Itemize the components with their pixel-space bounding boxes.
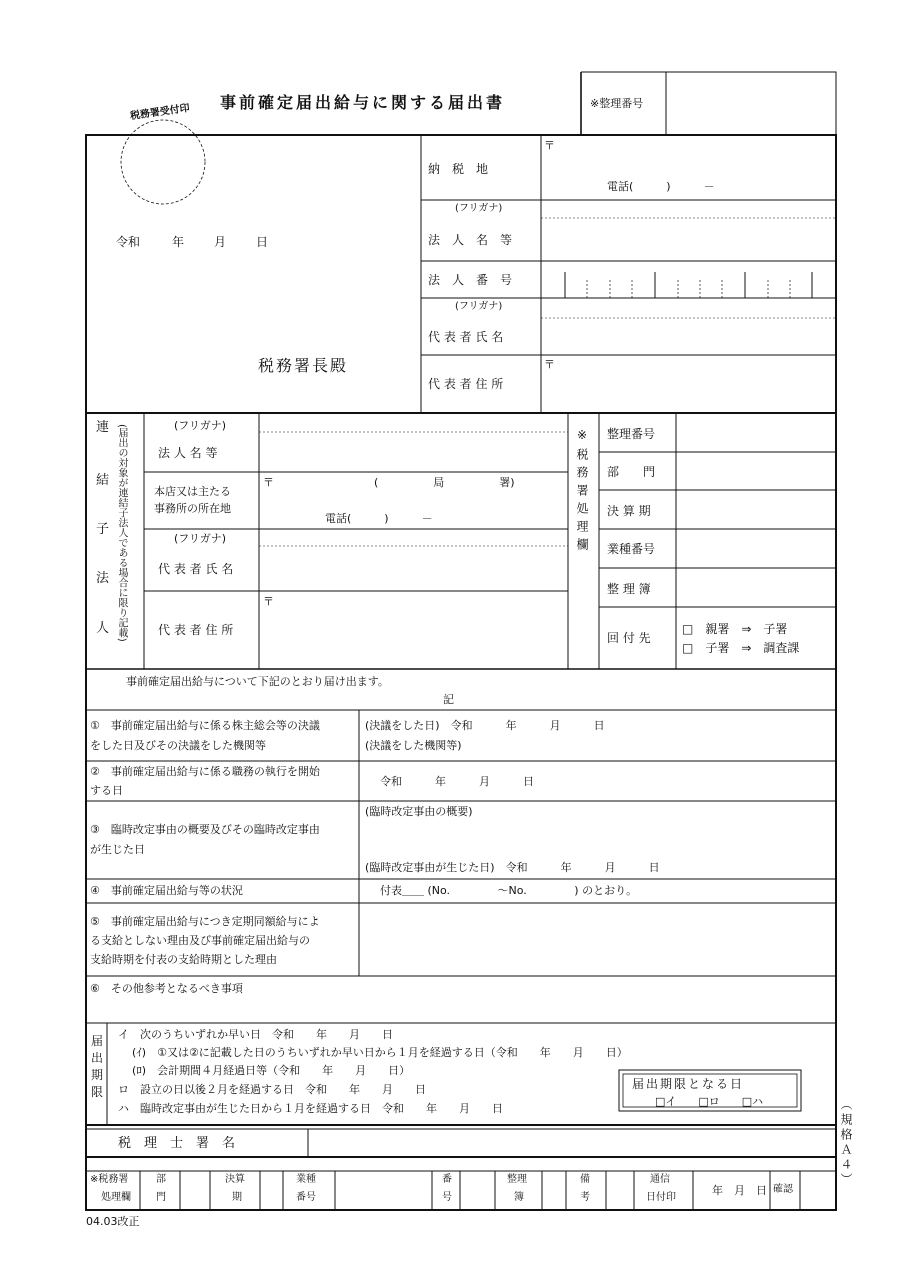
footer-cell-label: 号 xyxy=(442,1192,452,1203)
item1-date-field[interactable]: (決議をした日) 令和 年 月 日 xyxy=(365,719,605,732)
linked-furigana-label: (フリガナ) xyxy=(174,419,227,432)
rep-name-label: 代 表 者 氏 名 xyxy=(428,330,504,344)
deadline-line-ha: ハ 臨時改定事由が生じた日から１月を経過する日 令和 年 月 日 xyxy=(118,1102,503,1115)
linked-char: 結 xyxy=(96,473,110,488)
deadline-box-options[interactable]: □イ □ロ □ハ xyxy=(655,1095,764,1108)
office-row-label: 回 付 先 xyxy=(607,631,651,645)
deadline-line-i-b: (ﾛ) 会計期間４月経過日等（令和 年 月 日） xyxy=(132,1064,411,1077)
route-option-parent[interactable]: □ 親署 ⇒ 子署 xyxy=(682,622,788,636)
year-label: 年 xyxy=(172,235,185,249)
item1-label-line1: ① 事前確定届出給与に係る株主総会等の決議 xyxy=(90,719,320,732)
postal-mark: 〒 xyxy=(544,139,555,152)
linked-rep-address-label: 代 表 者 住 所 xyxy=(158,623,234,637)
footer-cell-label: 日付印 xyxy=(646,1192,676,1203)
item3-date-field[interactable]: (臨時改定事由が生じた日) 令和 年 月 日 xyxy=(365,861,660,874)
footer-cell-label: 業種 xyxy=(296,1174,316,1185)
deadline-box-title: 届出期限となる日 xyxy=(632,1077,745,1091)
footer-cell-label: 処理欄 xyxy=(101,1192,131,1203)
item5-label-line2: る支給としない理由及び事前確定届出給与の xyxy=(90,934,310,947)
corp-name-label: 法 人 名 等 xyxy=(428,233,513,247)
route-option-child[interactable]: □ 子署 ⇒ 調査課 xyxy=(682,641,800,655)
phone-label: 電話( ) － xyxy=(607,180,715,193)
footer-cell-label: 門 xyxy=(156,1192,166,1203)
footer-confirm-label: 確認 xyxy=(773,1184,793,1195)
item5-label-line1: ⑤ 事前確定届出給与につき定期同額給与によ xyxy=(90,915,320,928)
revision-label: 04.03改正 xyxy=(86,1215,140,1228)
linked-side-note: (届出の対象が連結子法人である場合に限り記載) xyxy=(116,424,127,642)
furigana-label: (フリガナ) xyxy=(455,301,503,312)
stamp-label: 税務署受付印 xyxy=(129,102,191,123)
reiwa-label: 令和 xyxy=(116,235,141,249)
item3-label-line2: が生じた日 xyxy=(90,843,145,856)
linked-char: 法 xyxy=(96,571,110,586)
postal-mark: 〒 xyxy=(263,476,274,489)
control-number-label: ※整理番号 xyxy=(590,97,644,110)
tax-place-label: 納 税 地 xyxy=(428,162,489,176)
office-row-label: 整 理 簿 xyxy=(607,582,651,596)
linked-char: 人 xyxy=(96,621,110,636)
deadline-char: 限 xyxy=(91,1085,104,1099)
item6-label: ⑥ その他参考となるべき事項 xyxy=(90,982,243,995)
deadline-char: 届 xyxy=(91,1034,104,1048)
linked-furigana-label: (フリガナ) xyxy=(174,532,227,545)
form-title: 事前確定届出給与に関する届出書 xyxy=(220,93,506,112)
intro-ki: 記 xyxy=(443,693,454,706)
office-row-label: 決 算 期 xyxy=(607,504,651,518)
linked-char: 子 xyxy=(96,522,110,537)
item5-value-field[interactable] xyxy=(361,905,834,974)
linked-char: 連 xyxy=(96,420,110,435)
deadline-char: 出 xyxy=(91,1051,104,1065)
accountant-signature-field[interactable] xyxy=(310,1131,834,1155)
item1-label-line2: をした日及びその決議をした機関等 xyxy=(90,739,266,752)
month-label: 月 xyxy=(214,235,227,249)
footer-cell-label: 通信 xyxy=(650,1174,670,1185)
deadline-line-i-a: (ｲ) ①又は②に記載した日のうちいずれか早い日から１月を経過する日（令和 年 月 日） xyxy=(132,1046,628,1059)
footer-cell-label: 備 xyxy=(580,1174,590,1185)
footer-cell-label: 簿 xyxy=(514,1192,524,1203)
deadline-line-i: イ 次のうちいずれか早い日 令和 年 月 日 xyxy=(118,1028,393,1041)
linked-corp-name-label: 法 人 名 等 xyxy=(158,446,218,460)
tax-office-addressee: 税務署長殿 xyxy=(258,356,349,375)
footer-cell-label: 部 xyxy=(156,1174,166,1185)
item2-date-field[interactable]: 令和 年 月 日 xyxy=(380,775,534,788)
rep-address-label: 代 表 者 住 所 xyxy=(428,377,504,391)
item2-label-line1: ② 事前確定届出給与に係る職務の執行を開始 xyxy=(90,765,320,778)
office-use-label: ※税務署処理欄 xyxy=(575,428,589,556)
item2-label-line2: する日 xyxy=(90,784,123,797)
linked-phone-label: 電話( ) － xyxy=(325,512,433,525)
furigana-label: (フリガナ) xyxy=(455,203,503,214)
office-row-label: 部 門 xyxy=(607,465,656,479)
postal-mark: 〒 xyxy=(544,358,555,371)
linked-bureau-field: ( 局 署) xyxy=(374,476,515,489)
footer-cell-label: 番号 xyxy=(296,1192,316,1203)
item5-label-line3: 支給時期を付表の支給時期とした理由 xyxy=(90,953,277,966)
accountant-signature-label: 税 理 士 署 名 xyxy=(118,1136,236,1151)
footer-cell-label: 番 xyxy=(442,1174,452,1185)
item1-body-field[interactable]: (決議をした機関等) xyxy=(365,739,462,752)
control-number-field[interactable] xyxy=(668,74,834,133)
footer-cell-label: ※税務署 xyxy=(90,1174,129,1185)
corp-number-label: 法 人 番 号 xyxy=(428,273,513,287)
office-row-label: 整理番号 xyxy=(607,427,656,441)
linked-rep-name-label: 代 表 者 氏 名 xyxy=(158,562,234,576)
postal-mark: 〒 xyxy=(263,595,274,608)
footer-cell-label: 期 xyxy=(232,1192,242,1203)
intro-text: 事前確定届出給与について下記のとおり届け出ます。 xyxy=(126,675,389,688)
deadline-char: 期 xyxy=(91,1068,104,1082)
item4-label: ④ 事前確定届出給与等の状況 xyxy=(90,884,243,897)
paper-size-note: （規格Ａ４） xyxy=(839,1098,853,1188)
item4-value-field[interactable]: 付表＿＿ (No. ～No. ) のとおり。 xyxy=(380,884,638,897)
linked-office-label-line1: 本店又は主たる xyxy=(154,485,231,498)
footer-cell-label: 決算 xyxy=(225,1174,245,1185)
office-row-label: 業種番号 xyxy=(607,542,656,556)
day-label: 日 xyxy=(256,235,269,249)
footer-date-label: 年 月 日 xyxy=(712,1184,767,1197)
item3-summary-field[interactable]: (臨時改定事由の概要) xyxy=(365,805,473,818)
deadline-line-ro: ロ 設立の日以後２月を経過する日 令和 年 月 日 xyxy=(118,1083,426,1096)
linked-office-label-line2: 事務所の所在地 xyxy=(154,502,231,515)
item3-label-line1: ③ 臨時改定事由の概要及びその臨時改定事由 xyxy=(90,823,320,836)
footer-cell-label: 整理 xyxy=(507,1174,527,1185)
footer-cell-label: 考 xyxy=(580,1192,590,1203)
